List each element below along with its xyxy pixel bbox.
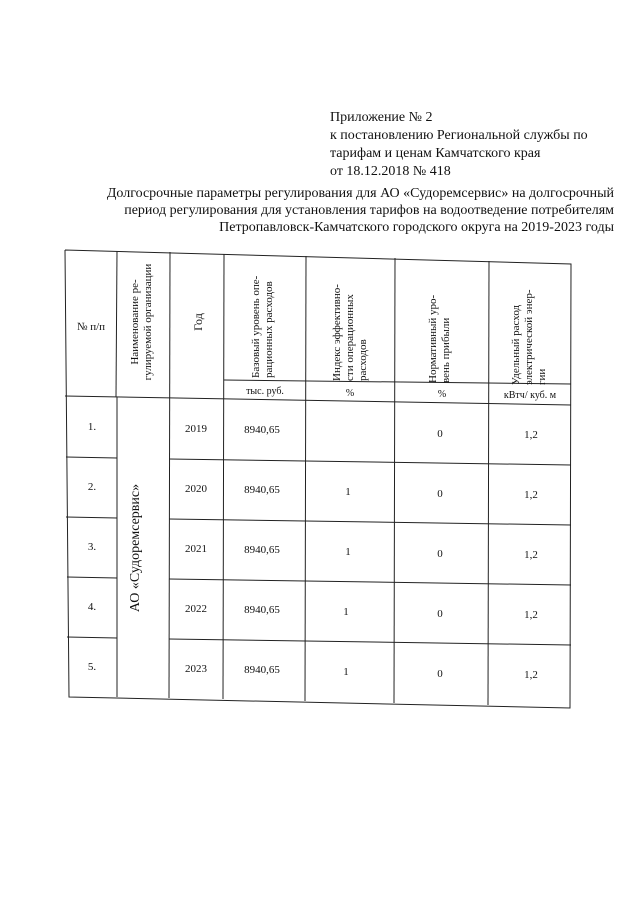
appendix-line: тарифам и ценам Камчатского края bbox=[330, 146, 541, 161]
col-header-index bbox=[331, 284, 369, 381]
table-row bbox=[88, 481, 538, 501]
unit-base: тыс. руб. bbox=[246, 386, 284, 397]
row-num: 1. bbox=[87, 421, 97, 433]
table-row bbox=[88, 601, 538, 621]
col-header-org-line: гулируемой организации bbox=[142, 263, 154, 381]
row-energy: 1,2 bbox=[524, 549, 538, 561]
row-profit: 0 bbox=[437, 608, 443, 620]
org-name-cell bbox=[128, 484, 143, 612]
row-num: 2. bbox=[87, 481, 97, 493]
appendix-line: к постановлению Региональной службы по bbox=[330, 128, 588, 143]
row-num: 5. bbox=[87, 661, 97, 673]
col-header-base-line: рационных расходов bbox=[263, 281, 275, 378]
appendix-date: от 18.12.2018 № 418 bbox=[330, 164, 451, 179]
row-index: 1 bbox=[345, 486, 351, 498]
row-base: 8940,65 bbox=[244, 664, 280, 676]
row-num: 3. bbox=[87, 541, 97, 553]
row-index: 1 bbox=[343, 666, 349, 678]
table-row bbox=[88, 661, 538, 681]
row-year: 2021 bbox=[185, 543, 207, 555]
row-index: 1 bbox=[345, 546, 351, 558]
col-header-num: № п/п bbox=[76, 321, 106, 333]
row-profit: 0 bbox=[437, 548, 443, 560]
heading-line: Долгосрочные параметры регулирования для АО «Судоремсервис» на долгосрочный bbox=[106, 186, 614, 201]
row-energy: 1,2 bbox=[524, 489, 538, 501]
row-year: 2020 bbox=[185, 483, 207, 495]
col-header-org-line: Наименование ре- bbox=[129, 279, 141, 365]
appendix-title: Приложение № 2 bbox=[330, 110, 433, 125]
col-header-base-line: Базовый уровень опе- bbox=[250, 275, 262, 378]
col-header-energy-line: гии bbox=[536, 368, 548, 385]
col-header-profit-line: вень прибыли bbox=[440, 317, 452, 383]
col-header-org bbox=[129, 264, 154, 381]
row-energy: 1,2 bbox=[524, 429, 538, 441]
row-energy: 1,2 bbox=[524, 609, 538, 621]
row-profit: 0 bbox=[437, 488, 443, 500]
unit-profit: % bbox=[437, 389, 447, 400]
row-base: 8940,65 bbox=[244, 604, 280, 616]
row-base: 8940,65 bbox=[244, 424, 280, 436]
table-row bbox=[88, 421, 538, 441]
table-row bbox=[88, 541, 538, 561]
col-header-profit-line: Нормативный уро- bbox=[427, 294, 439, 383]
row-base: 8940,65 bbox=[244, 544, 280, 556]
col-header-profit bbox=[427, 294, 452, 383]
row-profit: 0 bbox=[437, 428, 443, 440]
org-name: АО «Судоремсервис» bbox=[128, 483, 143, 613]
col-header-energy-line: электрической энер- bbox=[523, 289, 535, 385]
row-energy: 1,2 bbox=[524, 669, 538, 681]
col-header-index-line: Индекс эффективно- bbox=[331, 284, 343, 381]
col-header-index-line: сти операционных bbox=[344, 294, 356, 381]
col-header-index-line: расходов bbox=[357, 339, 369, 381]
row-base: 8940,65 bbox=[244, 484, 280, 496]
row-index: 1 bbox=[343, 606, 349, 618]
heading-line: период регулирования для установления тарифов на водоотведение потребителям bbox=[124, 203, 614, 218]
row-profit: 0 bbox=[437, 668, 443, 680]
col-header-year-label: Год bbox=[191, 313, 205, 331]
row-year: 2019 bbox=[185, 423, 207, 435]
row-year: 2022 bbox=[185, 603, 207, 615]
col-header-base bbox=[250, 275, 275, 378]
row-year: 2023 bbox=[185, 663, 207, 675]
unit-index: % bbox=[345, 388, 355, 399]
unit-energy: кВтч/ куб. м bbox=[503, 390, 557, 401]
row-num: 4. bbox=[87, 601, 97, 613]
col-header-year bbox=[191, 313, 205, 331]
col-header-energy-line: Удельный расход bbox=[510, 304, 522, 385]
col-header-energy bbox=[510, 289, 548, 385]
heading-line: Петропавловск-Камчатского городского округа на 2019-2023 годы bbox=[219, 220, 614, 235]
